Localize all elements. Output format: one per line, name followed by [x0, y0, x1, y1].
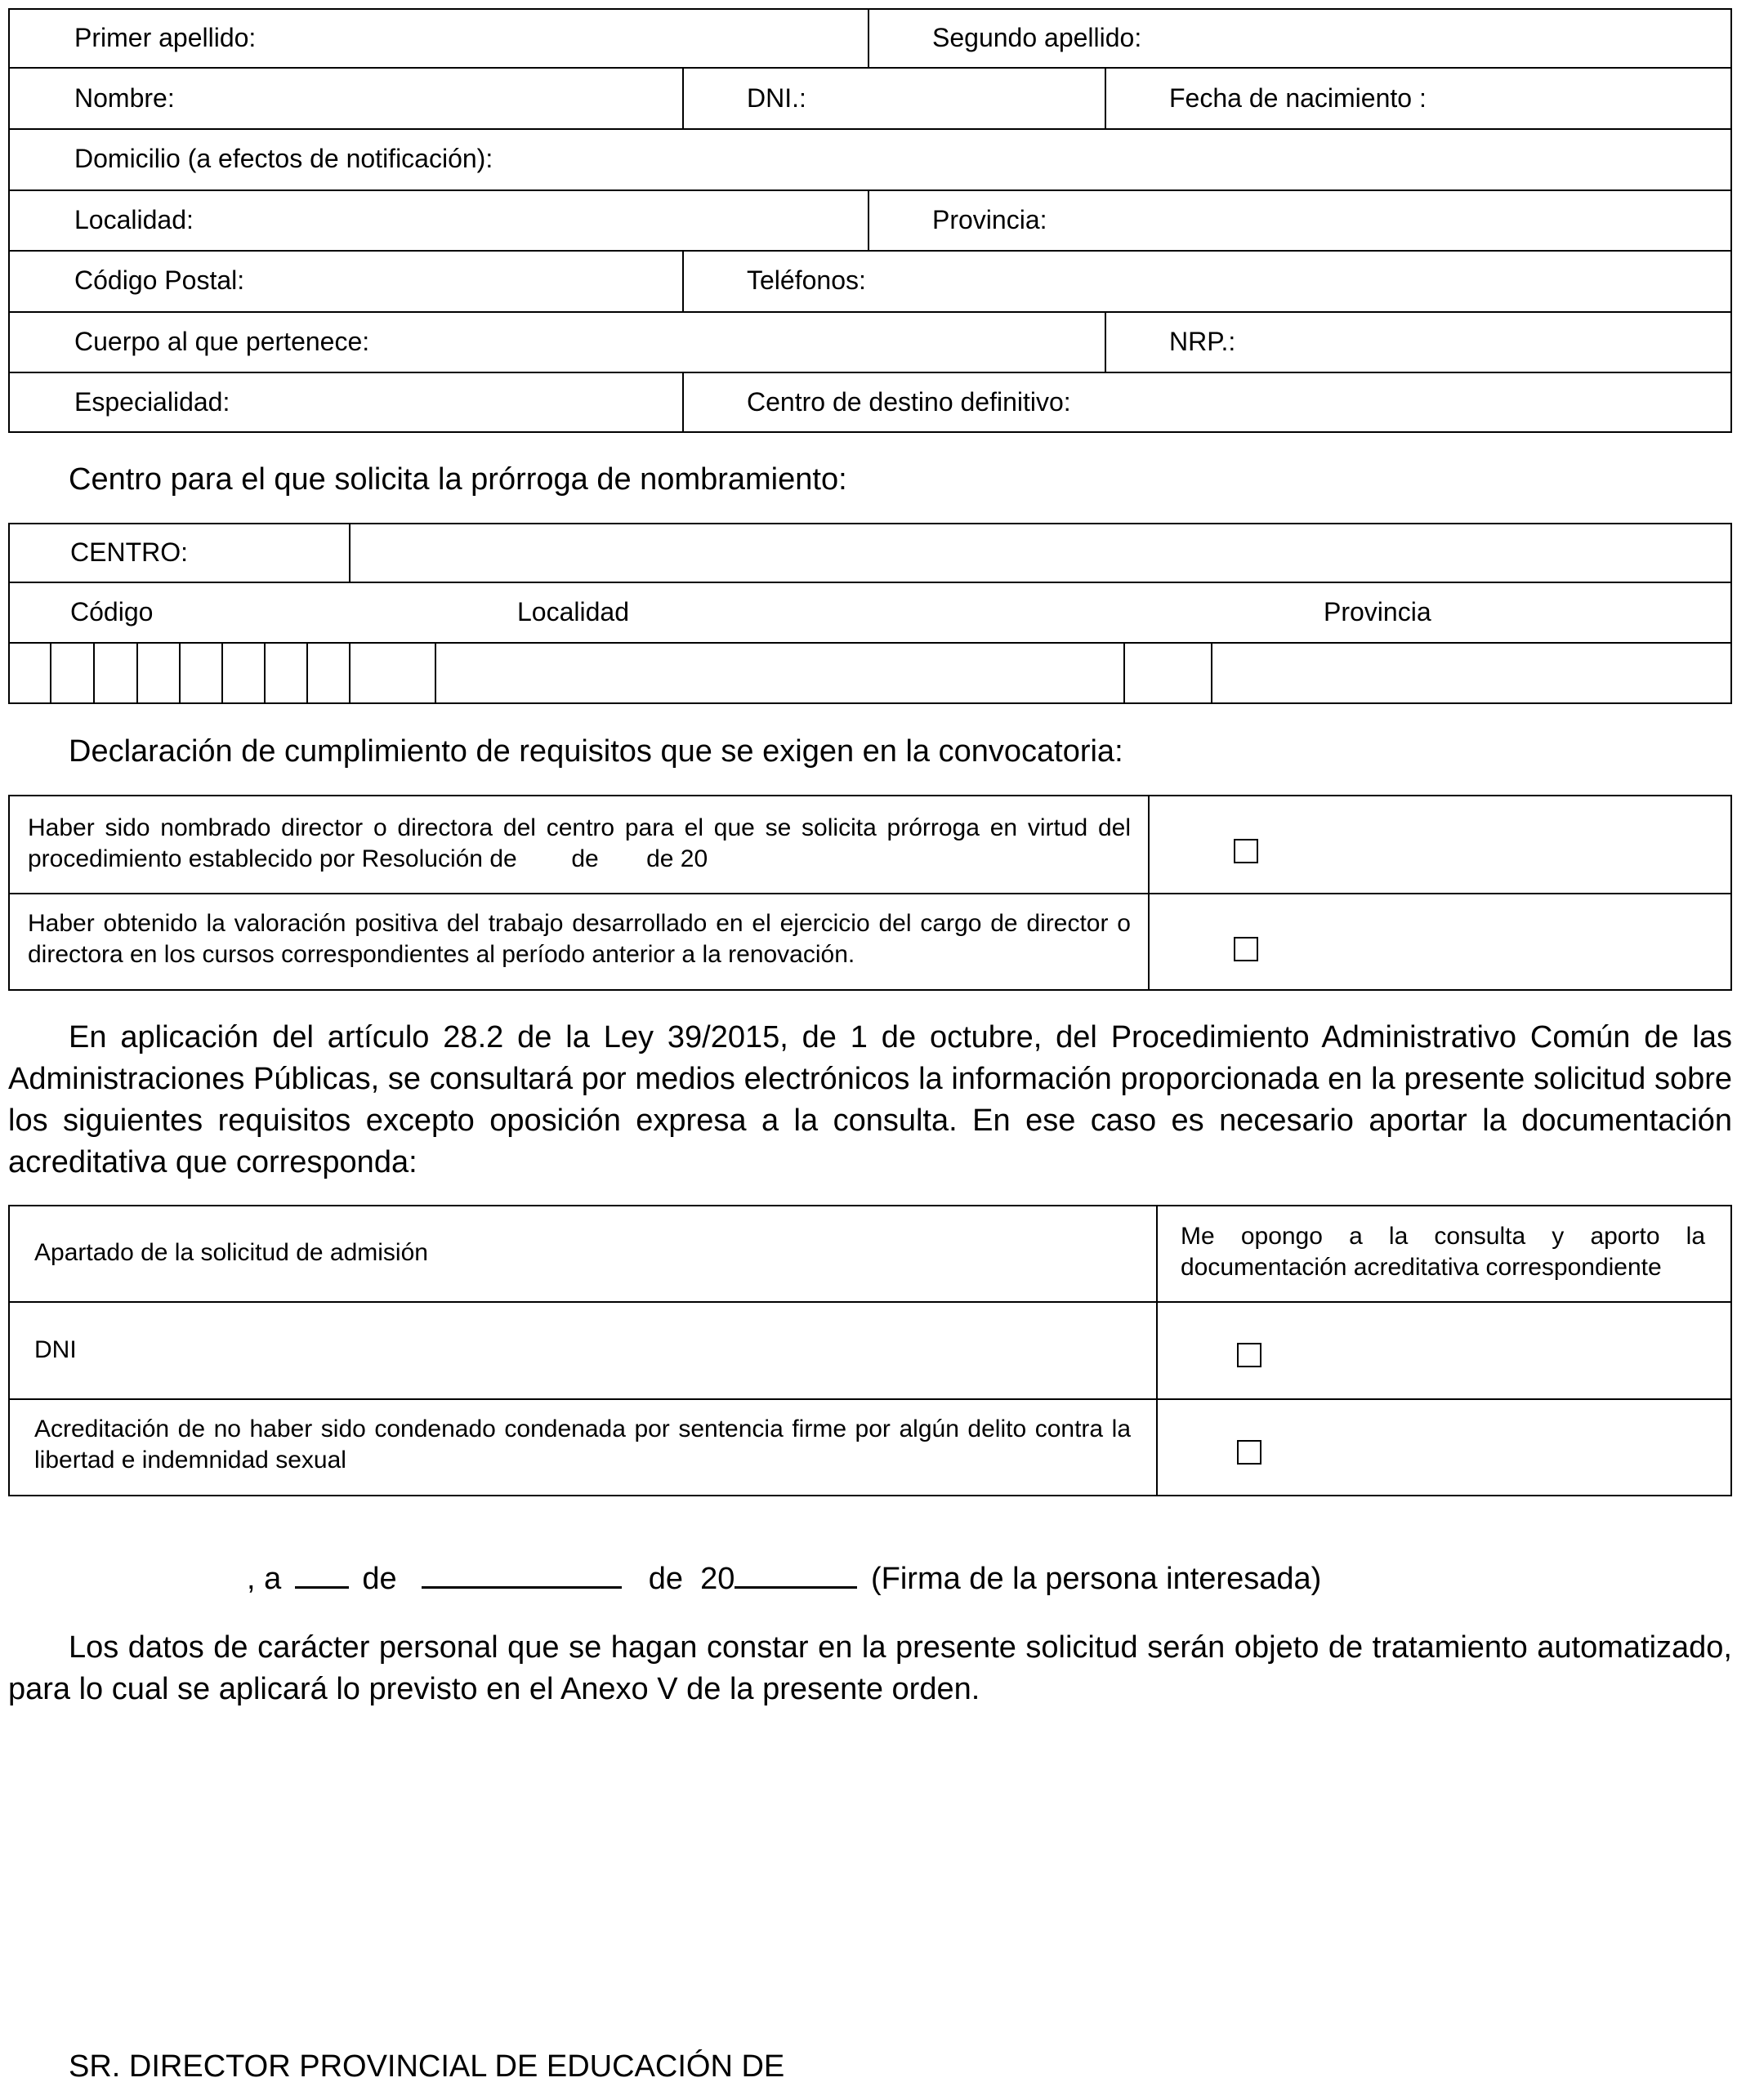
- col-divider: [682, 250, 684, 312]
- signature-comma-a: , a: [247, 1562, 282, 1596]
- col-divider: [1156, 1205, 1158, 1496]
- signature-firma: (Firma de la persona interesada): [871, 1562, 1322, 1596]
- col-divider: [682, 67, 684, 129]
- digit-separator: [306, 642, 308, 704]
- digit-separator: [179, 642, 181, 704]
- row-divider: [8, 1398, 1732, 1400]
- col-divider: [1105, 311, 1106, 372]
- consulta-row-acreditacion-label: Acreditación de no haber sido condenado condenada por sentencia firme por algún delito contra la libertad e indemnidad sexual: [34, 1416, 1131, 1474]
- localidad-column-label: Localidad: [517, 597, 629, 626]
- codigo-label: Código: [70, 597, 154, 626]
- row-divider: [8, 893, 1732, 894]
- provincia-field[interactable]: [1211, 642, 1732, 704]
- row-divider: [8, 311, 1732, 313]
- consulta-paragraph: En aplicación del artículo 28.2 de la Ley 39/2015, de 1 de octubre, del Procedimiento Administrativo Común de las Administraciones Públicas, se consultará por medios electrónicos la información proporcionada en la presente solicitud sobre los siguientes requisitos excepto oposición expresa a la consulta. En ese caso es necesario aportar la documentación acreditativa que corresponda:: [8, 1020, 1732, 1179]
- localidad-field[interactable]: [435, 642, 1125, 704]
- row-divider: [8, 582, 1732, 583]
- declaracion-item-2-checkbox[interactable]: [1234, 937, 1258, 961]
- digit-separator: [93, 642, 95, 704]
- nrp-label: NRP.:: [1169, 327, 1236, 356]
- row-divider: [8, 250, 1732, 252]
- row-divider: [8, 67, 1732, 69]
- nombre-label: Nombre:: [74, 83, 175, 113]
- domicilio-label: Domicilio (a efectos de notificación):: [74, 144, 493, 173]
- signature-line: [247, 1558, 1321, 1597]
- month-blank[interactable]: [422, 1558, 622, 1589]
- dni-label: DNI.:: [747, 83, 806, 113]
- year-blank[interactable]: [735, 1558, 857, 1589]
- segundo-apellido-label: Segundo apellido:: [932, 23, 1142, 52]
- cuerpo-label: Cuerpo al que pertenece:: [74, 327, 370, 356]
- row-divider: [8, 372, 1732, 373]
- consulta-row-acreditacion-checkbox[interactable]: [1237, 1440, 1261, 1465]
- digit-separator: [264, 642, 266, 704]
- day-blank[interactable]: [295, 1558, 349, 1589]
- digit-separator: [349, 642, 351, 704]
- codigo-postal-label: Código Postal:: [74, 265, 245, 295]
- digit-separator: [50, 642, 51, 704]
- provincia-column-label: Provincia: [1324, 597, 1431, 626]
- addressee: SR. DIRECTOR PROVINCIAL DE EDUCACIÓN DE: [69, 2049, 785, 2084]
- col-divider: [868, 8, 869, 68]
- especialidad-label: Especialidad:: [74, 387, 230, 417]
- centro-destino-label: Centro de destino definitivo:: [747, 387, 1071, 417]
- centro-name-field[interactable]: [351, 524, 1730, 582]
- row-divider: [8, 189, 1732, 191]
- signature-de-1: de: [362, 1562, 397, 1596]
- signature-de-2: de 20: [648, 1562, 735, 1596]
- digit-separator: [136, 642, 138, 704]
- col-divider: [868, 189, 869, 251]
- consulta-header-left: Apartado de la solicitud de admisión: [34, 1239, 428, 1266]
- row-divider: [8, 128, 1732, 130]
- fecha-nacimiento-label: Fecha de nacimiento :: [1169, 83, 1427, 113]
- row-divider: [8, 1301, 1732, 1303]
- col-divider: [1105, 67, 1106, 129]
- declaracion-heading: Declaración de cumplimiento de requisitos que se exigen en la convocatoria:: [69, 734, 1123, 769]
- declaracion-item-2-text: Haber obtenido la valoración positiva del trabajo desarrollado en el ejercicio del cargo de director o directora en los cursos correspondientes al período anterior a la renovación.: [28, 910, 1131, 968]
- consulta-row-dni-checkbox[interactable]: [1237, 1343, 1261, 1367]
- centro-section-heading: Centro para el que solicita la prórroga de nombramiento:: [69, 462, 847, 497]
- declaracion-item-1-text: Haber sido nombrado director o directora del centro para el que se solicita prórroga en virtud del procedimiento establecido por Resolución de de de 20: [28, 814, 1138, 872]
- datos-paragraph: Los datos de carácter personal que se hagan constar en la presente solicitud serán objeto de tratamiento automatizado, para lo cual se aplicará lo previsto en el Anexo V de la presente orden.: [8, 1630, 1732, 1706]
- provincia-label: Provincia:: [932, 205, 1047, 234]
- localidad-label: Localidad:: [74, 205, 194, 234]
- personal-data-table: [8, 8, 1732, 433]
- digit-separator: [221, 642, 223, 704]
- consulta-row-dni-label: DNI: [34, 1336, 77, 1363]
- consulta-header-right: Me opongo a la consulta y aporto la documentación acreditativa correspondiente: [1181, 1223, 1705, 1281]
- declaracion-item-1-checkbox[interactable]: [1234, 839, 1258, 863]
- telefonos-label: Teléfonos:: [747, 265, 866, 295]
- col-divider: [682, 372, 684, 433]
- col-divider: [1148, 795, 1150, 991]
- primer-apellido-label: Primer apellido:: [74, 23, 257, 52]
- centro-label: CENTRO:: [70, 537, 188, 567]
